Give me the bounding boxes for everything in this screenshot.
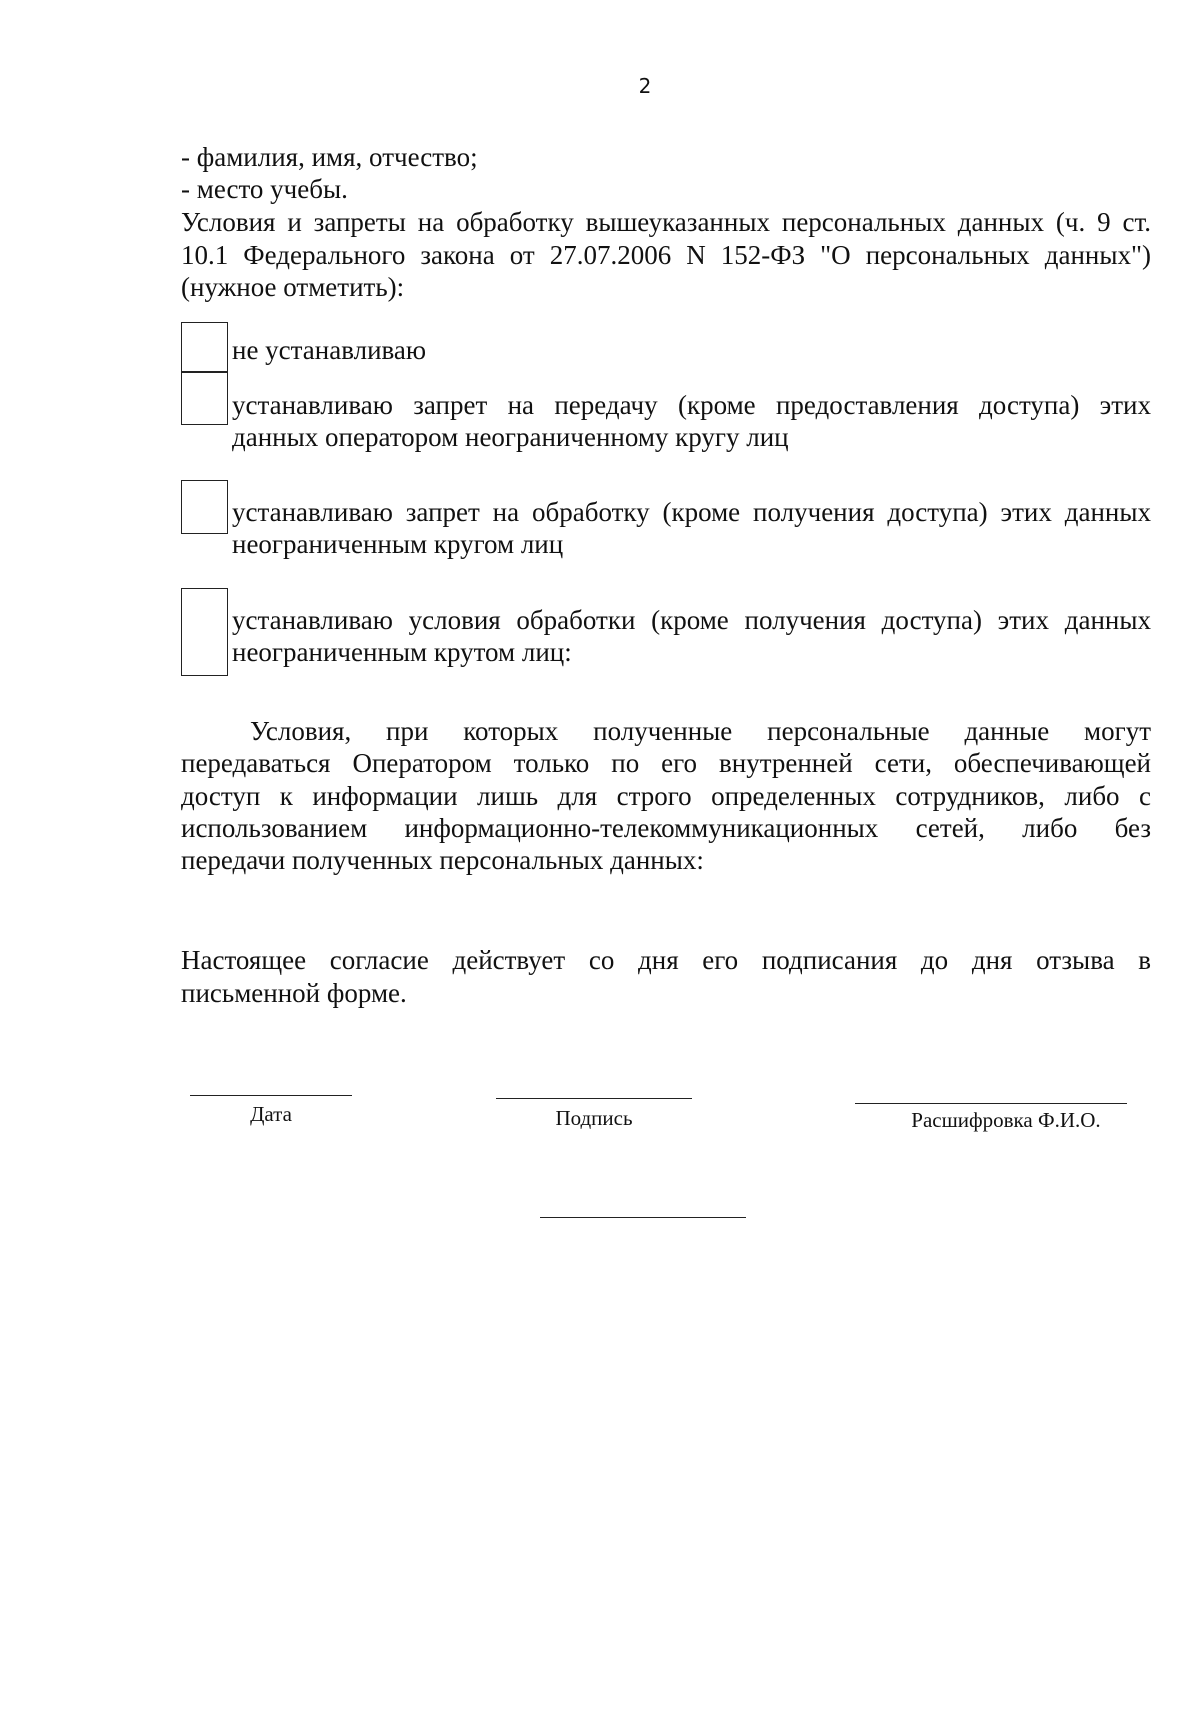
transfer-paragraph-line-5: передачи полученных персональных данных: <box>181 845 704 875</box>
conditions-intro-line-3: (нужное отметить): <box>181 272 405 302</box>
signature-line[interactable] <box>496 1098 692 1099</box>
checkbox-not-set[interactable] <box>181 322 228 372</box>
option-transfer-ban-line-2: данных оператором неограниченному кругу лиц <box>232 422 789 452</box>
full-name-line[interactable] <box>855 1103 1127 1104</box>
conditions-intro-line-1: Условия и запреты на обработку вышеуказанных персональных данных (ч. 9 ст. <box>181 207 1151 237</box>
conditions-intro-line-2: 10.1 Федерального закона от 27.07.2006 N 152-ФЗ "О персональных данных") <box>181 240 1151 270</box>
transfer-paragraph-line-2: передаваться Оператором только по его внутренней сети, обеспечивающей <box>181 748 1151 778</box>
checkbox-transfer-ban[interactable] <box>181 372 228 425</box>
list-item-full-name: - фамилия, имя, отчество; <box>181 142 478 172</box>
transfer-paragraph-line-4: использованием информационно-телекоммуникационных сетей, либо без <box>181 813 1151 843</box>
signature-label: Подпись <box>555 1106 633 1130</box>
transfer-paragraph-line-3: доступ к информации лишь для строго определенных сотрудников, либо с <box>181 781 1151 811</box>
page-number: 2 <box>638 74 652 98</box>
option-not-set-label: не устанавливаю <box>232 335 427 365</box>
option-processing-ban-line-2: неограниченным кругом лиц <box>232 529 564 559</box>
option-transfer-ban-line-1: устанавливаю запрет на передачу (кроме предоставления доступа) этих <box>232 390 1151 420</box>
validity-line-1: Настоящее согласие действует со дня его подписания до дня отзыва в <box>181 945 1151 975</box>
list-item-place-of-study: - место учебы. <box>181 174 348 204</box>
closing-divider <box>540 1217 746 1218</box>
checkbox-processing-ban[interactable] <box>181 480 228 534</box>
option-processing-conditions-line-1: устанавливаю условия обработки (кроме получения доступа) этих данных <box>232 605 1151 635</box>
option-processing-conditions-line-2: неограниченным крутом лиц: <box>232 637 572 667</box>
transfer-paragraph-line-1: Условия, при которых полученные персональные данные могут <box>250 716 1151 746</box>
date-label: Дата <box>250 1102 292 1126</box>
full-name-label: Расшифровка Ф.И.О. <box>911 1108 1101 1132</box>
option-processing-ban-line-1: устанавливаю запрет на обработку (кроме получения доступа) этих данных <box>232 497 1151 527</box>
date-line[interactable] <box>190 1095 352 1096</box>
checkbox-processing-conditions[interactable] <box>181 588 228 676</box>
validity-line-2: письменной форме. <box>181 978 407 1008</box>
